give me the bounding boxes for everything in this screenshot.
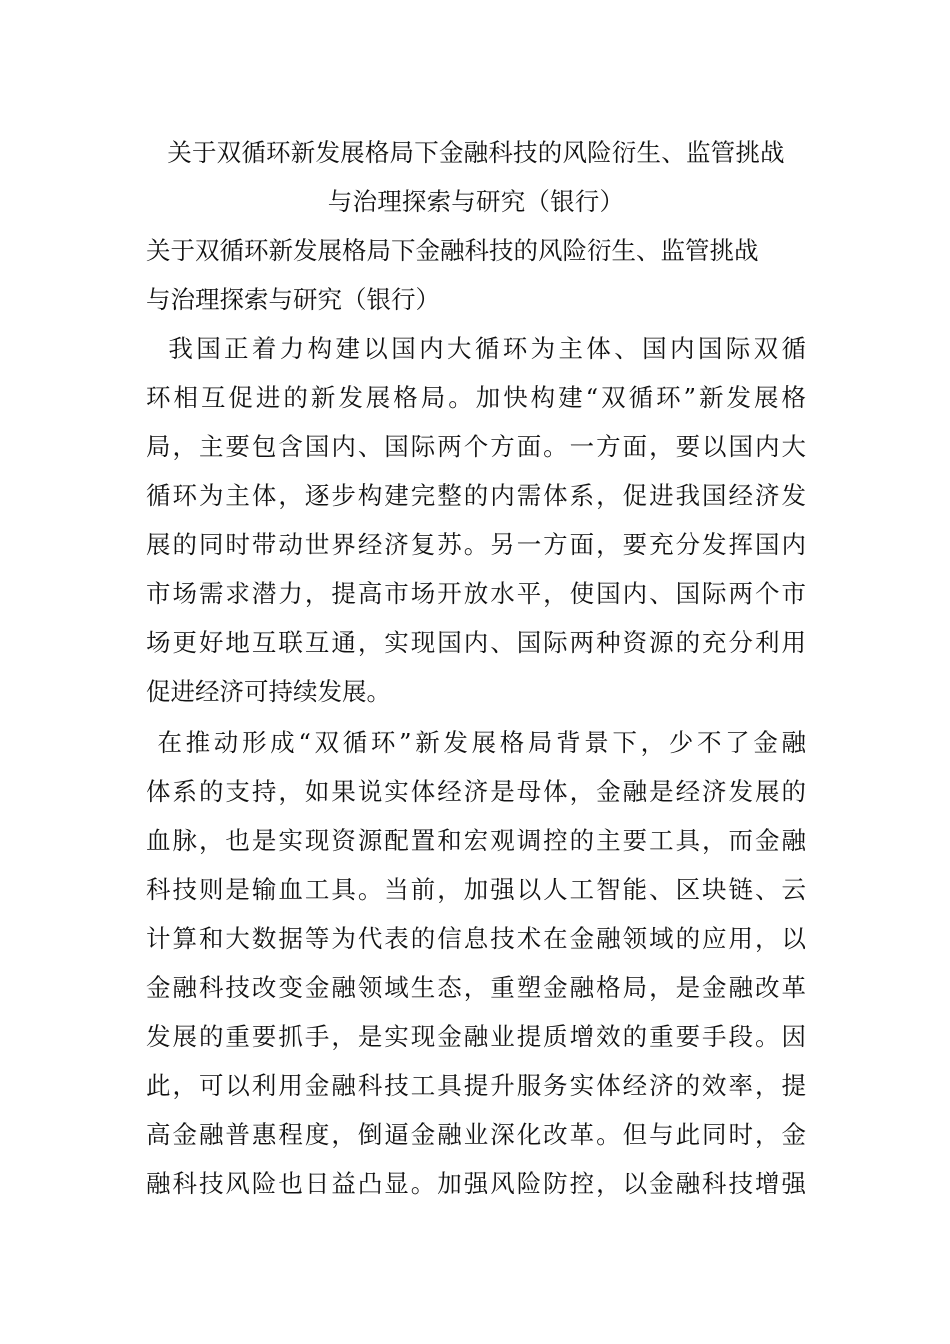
- paragraph-line: 高金融普惠程度，倒逼金融业深化改革。但与此同时，金: [146, 1120, 806, 1149]
- paragraph-line: 体系的支持，如果说实体经济是母体，金融是经济发展的: [146, 777, 806, 806]
- title-line: 关于双循环新发展格局下金融科技的风险衍生、监管挑战: [167, 138, 785, 167]
- paragraph-line: 血脉，也是实现资源配置和宏观调控的主要工具，而金融: [146, 826, 806, 855]
- paragraph-line: 促进经济可持续发展。: [146, 677, 391, 706]
- paragraph-1: [146, 324, 806, 716]
- paragraph-line: 展的同时带动世界经济复苏。另一方面，要充分发挥国内: [146, 530, 806, 559]
- paragraph-line: 计算和大数据等为代表的信息技术在金融领域的应用，以: [146, 924, 806, 953]
- subtitle-line: 与治理探索与研究（银行）: [146, 285, 440, 314]
- paragraph-line: 市场需求潜力，提高市场开放水平，使国内、国际两个市: [146, 579, 806, 608]
- document-subtitle: [146, 226, 806, 324]
- paragraph-line: 融科技风险也日益凸显。加强风险防控，以金融科技增强: [146, 1169, 806, 1198]
- paragraph-line: 我国正着力构建以国内大循环为主体、国内国际双循: [146, 334, 806, 363]
- title-line: 与治理探索与研究（银行）: [327, 187, 625, 216]
- paragraph-2: [146, 718, 806, 1208]
- document-title: [146, 128, 806, 226]
- paragraph-line: 发展的重要抓手，是实现金融业提质增效的重要手段。因: [146, 1022, 806, 1051]
- paragraph-line: 循环为主体，逐步构建完整的内需体系，促进我国经济发: [146, 481, 806, 510]
- paragraph-line: 科技则是输血工具。当前，加强以人工智能、区块链、云: [146, 875, 806, 904]
- paragraph-line: 环相互促进的新发展格局。加快构建“双循环”新发展格: [146, 383, 806, 412]
- subtitle-line: 关于双循环新发展格局下金融科技的风险衍生、监管挑战: [146, 236, 759, 265]
- paragraph-line: 金融科技改变金融领域生态，重塑金融格局，是金融改革: [146, 973, 806, 1002]
- document-body: [146, 128, 806, 1208]
- paragraph-line: 在推动形成“双循环”新发展格局背景下，少不了金融: [146, 728, 806, 757]
- paragraph-line: 场更好地互联互通，实现国内、国际两种资源的充分利用: [146, 628, 806, 657]
- paragraph-line: 此，可以利用金融科技工具提升服务实体经济的效率，提: [146, 1071, 806, 1100]
- paragraph-line: 局，主要包含国内、国际两个方面。一方面，要以国内大: [146, 432, 806, 461]
